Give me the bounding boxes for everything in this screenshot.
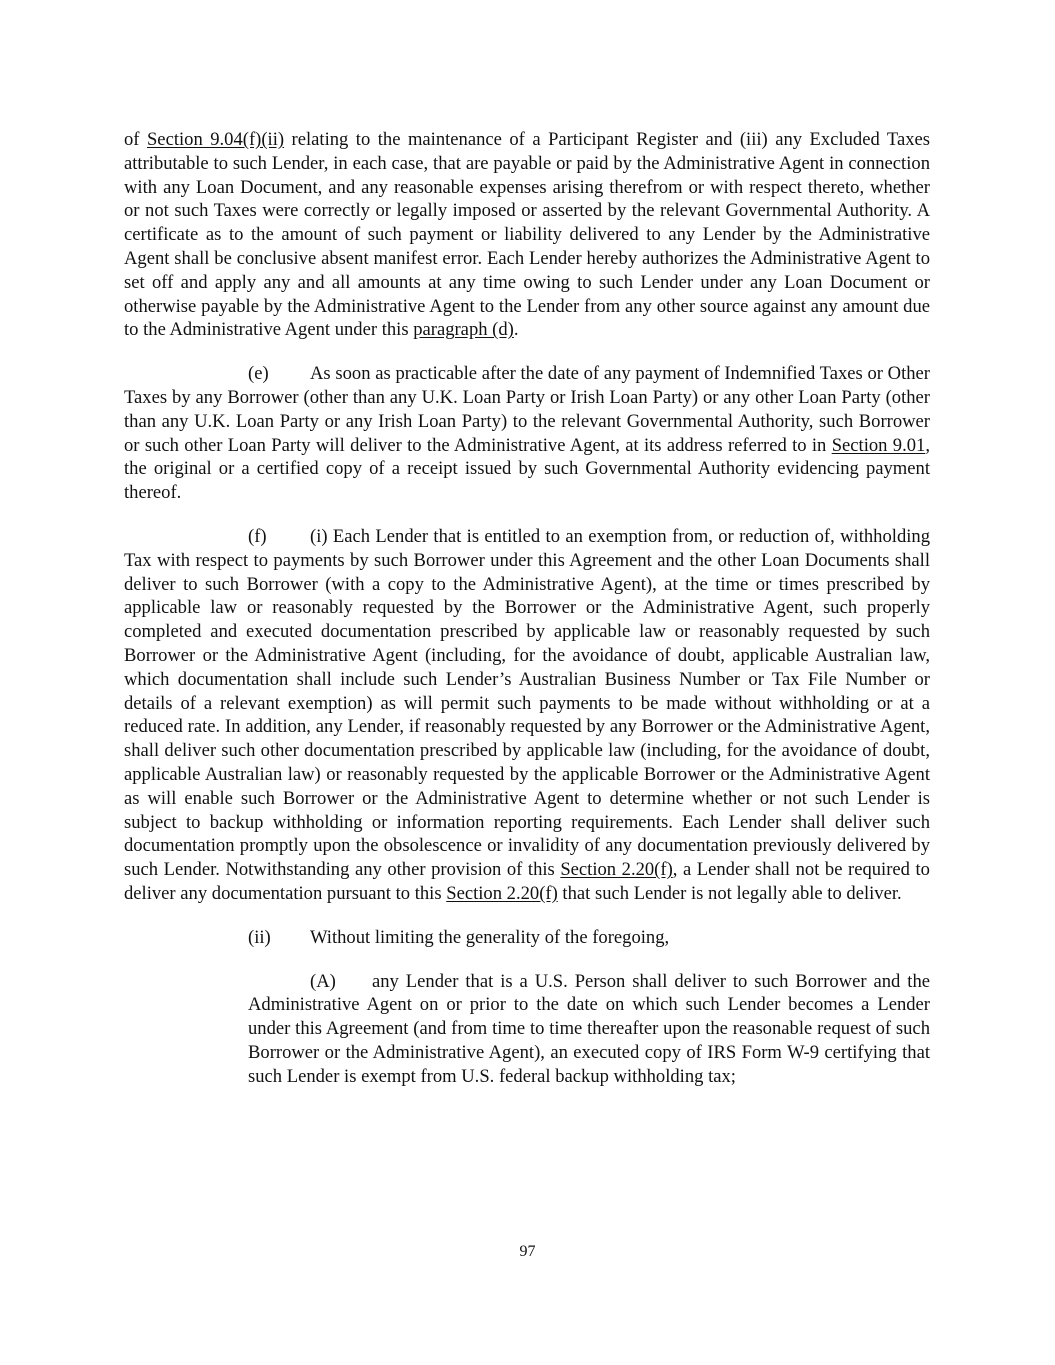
text-run: any Lender that is a U.S. Person shall deliver to such Borrower and the Administrative Agent on or prior to the date on which such Lender becomes a Lender under this Agreement (and from time to time thereafter upon the reasonable request of such Borrower or the Administrative Agent), an executed copy of IRS Form W-9 certifying that such Lender is exempt from U.S. federal backup withholding tax; — [248, 970, 930, 1087]
text-run: As soon as practicable after the date of any payment of Indemnified Taxes or Other Taxes by any Borrower (other than any U.K. Loan Party or Irish Loan Party) or any other Loan Party (other than any U.K. Loan Party or any Irish Loan Party) to the relevant Governmental Authority, such Borrower or such other Loan Party will deliver to the Administrative Agent, at its address referred to in — [124, 363, 930, 456]
document-body — [124, 128, 930, 1088]
text-run: (i) Each Lender that is entitled to an exemption from, or reduction of, withholding Tax with respect to payments by such Borrower under this Agreement and the other Loan Documents shall deliver to such Borrower (with a copy to the Administrative Agent), at the time or times prescribed by applicable law or reasonably requested by the Borrower or the Administrative Agent, such properly completed and executed documentation prescribed by applicable law or reasonably requested by such Borrower or the Administrative Agent (including, for the avoidance of doubt, applicable Australian law, which documentation shall include such Lender’s Australian Business Number or Tax File Number or details of a relevant exemption) as will permit such payments to be made without withholding or at a reduced rate. In addition, any Lender, if reasonably requested by any Borrower or the Administrative Agent, shall deliver such other documentation prescribed by applicable law (including, for the avoidance of doubt, applicable Australian law) or reasonably requested by the applicable Borrower or the Administrative Agent as will enable such Borrower or the Administrative Agent to determine whether or not such Lender is subject to backup withholding or information reporting requirements. Each Lender shall deliver such documentation promptly upon the obsolescence or invalidity of any documentation previously delivered by such Lender. Notwithstanding any other provision of this — [124, 525, 930, 881]
text-run: Without limiting the generality of the foregoing, — [310, 926, 670, 948]
text-run: . — [513, 319, 519, 341]
paragraph-d-continuation — [124, 128, 930, 342]
paragraph-f-ii-A — [248, 970, 930, 1089]
paragraph-e — [124, 362, 930, 505]
text-run: that such Lender is not legally able to deliver. — [557, 882, 902, 904]
paragraph-f — [124, 525, 930, 906]
text-run: , a Lender shall not be required to deliver any documentation pursuant to this — [124, 859, 930, 904]
paragraph-f-ii — [248, 926, 930, 950]
cross-reference-link[interactable]: Section 9.01 — [831, 434, 926, 456]
paragraph-label: (ii) — [248, 926, 271, 948]
cross-reference-link[interactable]: Section 9.04(f)(ii) — [146, 129, 285, 150]
page-number: 97 — [519, 1243, 536, 1260]
paragraph-label: (A) — [310, 970, 336, 992]
paragraph-label: (e) — [248, 363, 269, 385]
paragraph-label: (f) — [248, 525, 267, 547]
cross-reference-link[interactable]: Section 2.20(f) — [560, 859, 673, 881]
text-run: , the original or a certified copy of a receipt issued by such Governmental Authority evidencing payment thereof. — [124, 434, 930, 504]
cross-reference-link[interactable]: paragraph (d) — [413, 319, 514, 341]
text-run: relating to the maintenance of a Participant Register and (iii) any Excluded Taxes attributable to such Lender, in each case, that are payable or paid by the Administrative Agent in connection with any Loan Document, and any reasonable expenses arising therefrom or with respect thereto, whether or not such Taxes were correctly or legally imposed or asserted by the relevant Governmental Authority. A certificate as to the amount of such payment or liability delivered to any Lender by the Administrative Agent shall be conclusive absent manifest error. Each Lender hereby authorizes the Administrative Agent to set off and apply any and all amounts at any time owing to such Lender under any Loan Document or otherwise payable by the Administrative Agent to the Lender from any other source against any amount due to the Administrative Agent under this — [124, 129, 930, 341]
text-run: of — [124, 129, 147, 150]
cross-reference-link[interactable]: Section 2.20(f) — [446, 882, 558, 904]
